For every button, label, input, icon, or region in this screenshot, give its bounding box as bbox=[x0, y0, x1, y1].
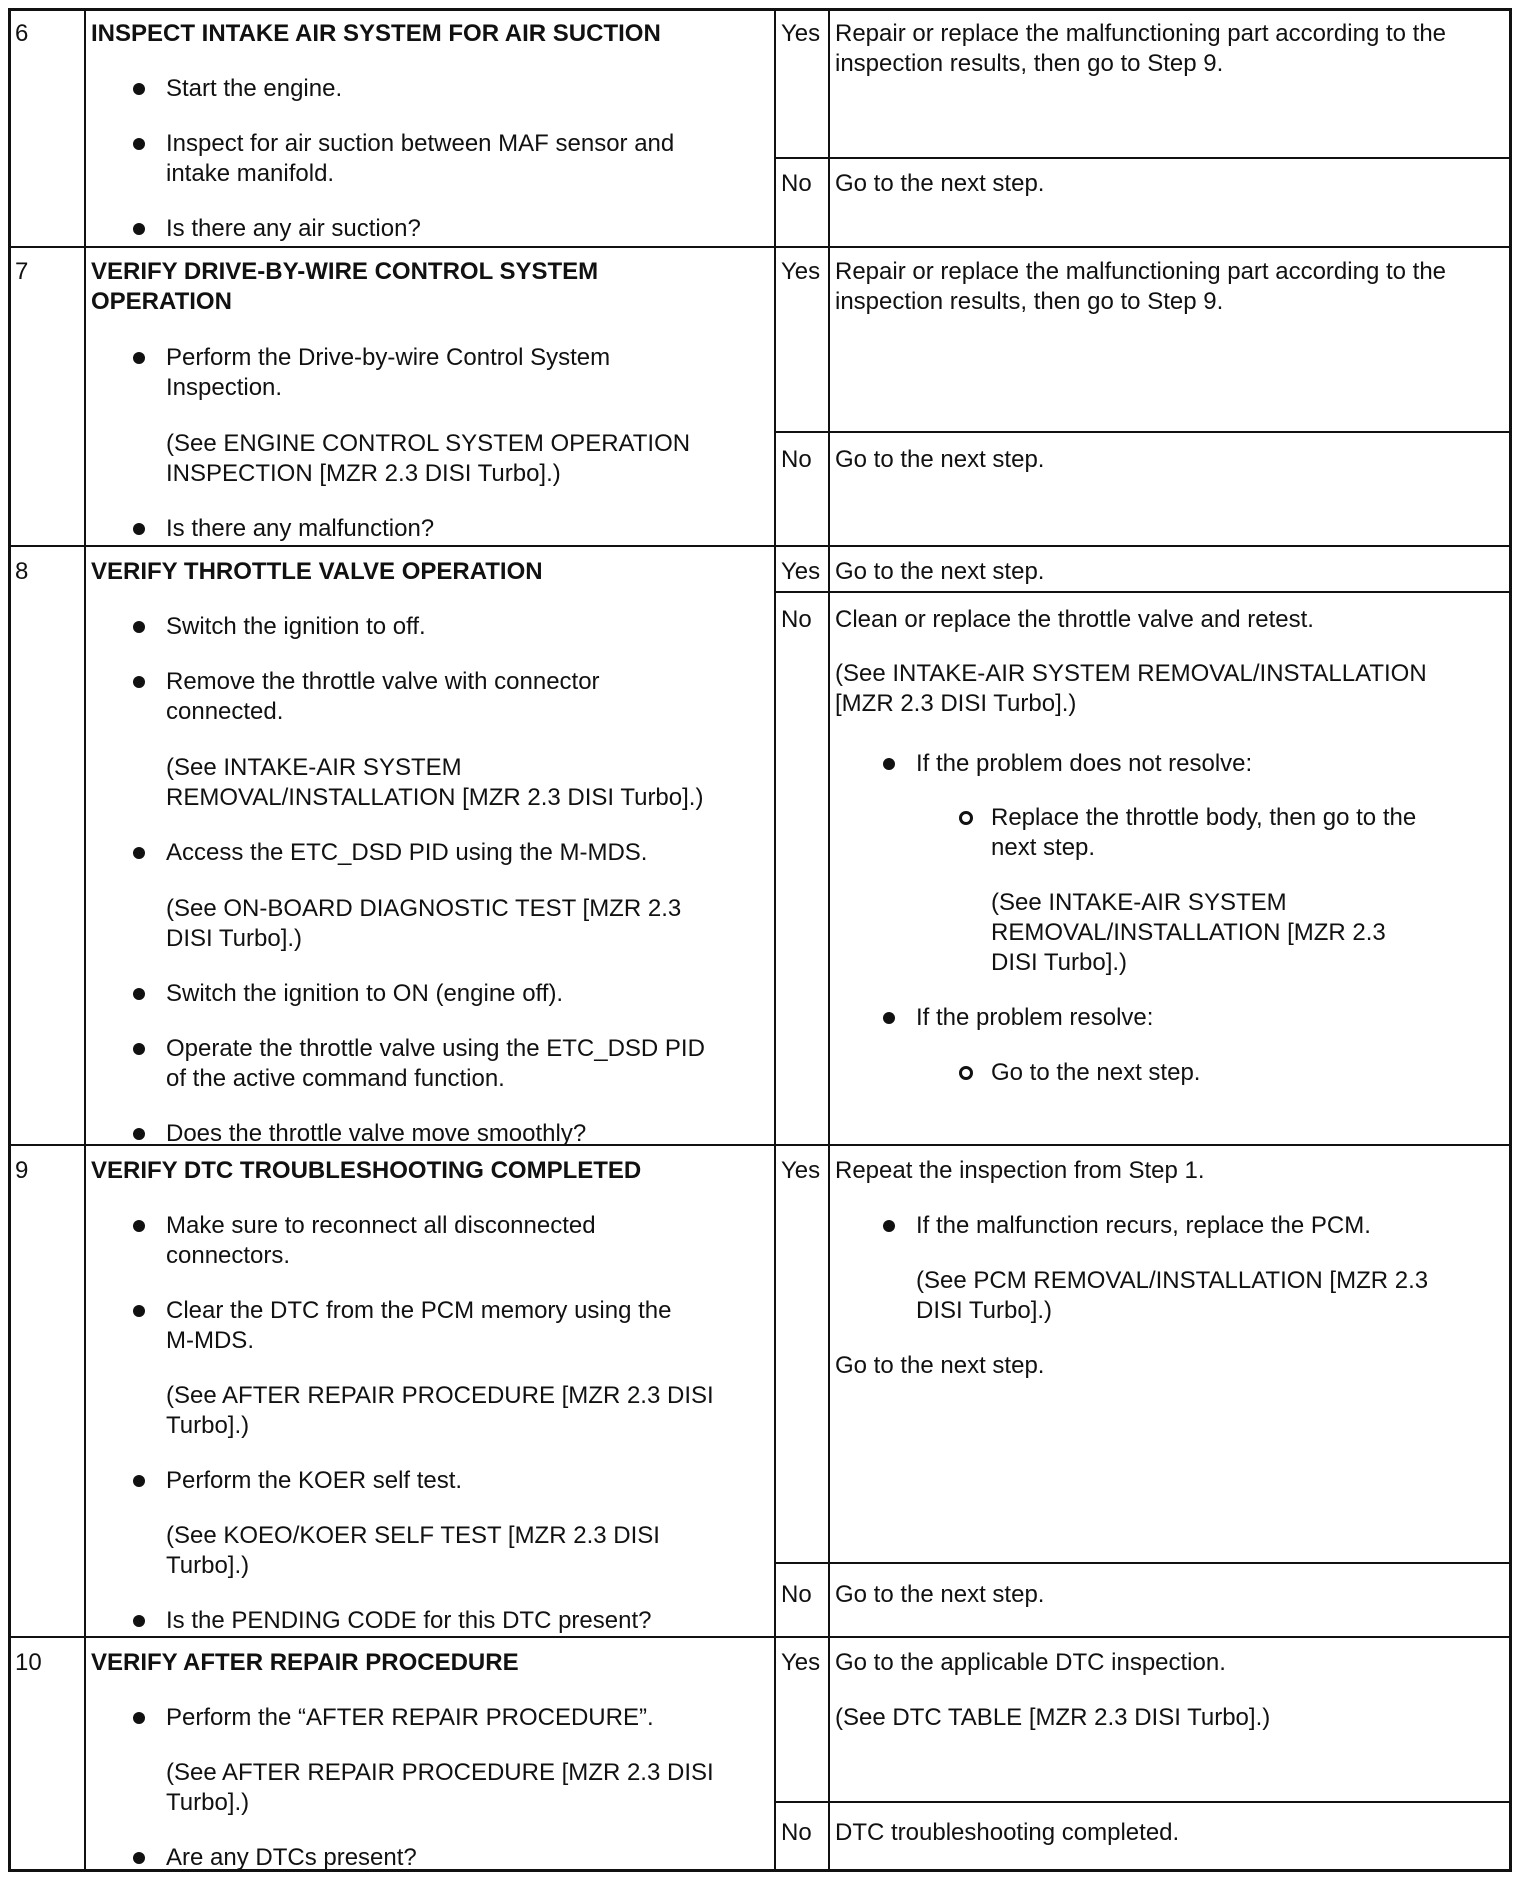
column-divider-step bbox=[84, 11, 86, 1869]
bullet-icon bbox=[883, 1220, 895, 1232]
step-item: Is there any malfunction? bbox=[166, 515, 435, 542]
step-number: 7 bbox=[15, 258, 29, 285]
reference-note: INSPECTION [MZR 2.3 DISI Turbo].) bbox=[166, 460, 561, 487]
reference-note: (See KOEO/KOER SELF TEST [MZR 2.3 DISI bbox=[166, 1522, 660, 1549]
bullet-icon bbox=[883, 1012, 895, 1024]
step-title: VERIFY AFTER REPAIR PROCEDURE bbox=[91, 1649, 519, 1676]
step-item: Operate the throttle valve using the ETC_DSD PID bbox=[166, 1035, 705, 1062]
step-item: M-MDS. bbox=[166, 1327, 254, 1354]
bullet-icon bbox=[133, 1712, 145, 1724]
column-divider-action bbox=[774, 11, 776, 1869]
reference-note: (See DTC TABLE [MZR 2.3 DISI Turbo].) bbox=[835, 1704, 1271, 1731]
reference-note: (See INTAKE-AIR SYSTEM bbox=[991, 889, 1287, 916]
no-result: Clean or replace the throttle valve and retest. bbox=[835, 606, 1314, 633]
reference-note: Turbo].) bbox=[166, 1412, 250, 1439]
step-item: Switch the ignition to off. bbox=[166, 613, 426, 640]
step-item: Access the ETC_DSD PID using the M-MDS. bbox=[166, 839, 648, 866]
reference-note: Turbo].) bbox=[166, 1789, 250, 1816]
yes-label: Yes bbox=[781, 258, 821, 285]
reference-note: DISI Turbo].) bbox=[991, 949, 1128, 976]
bullet-icon bbox=[133, 1128, 145, 1140]
reference-note: DISI Turbo].) bbox=[166, 925, 303, 952]
bullet-icon bbox=[133, 676, 145, 688]
bullet-icon bbox=[133, 1475, 145, 1487]
reference-note: REMOVAL/INSTALLATION [MZR 2.3 bbox=[991, 919, 1386, 946]
no-result: If the problem resolve: bbox=[916, 1004, 1154, 1031]
no-label: No bbox=[781, 170, 812, 197]
reference-note: REMOVAL/INSTALLATION [MZR 2.3 DISI Turbo].) bbox=[166, 784, 704, 811]
row-divider bbox=[11, 1636, 1509, 1638]
yes-result: Go to the applicable DTC inspection. bbox=[835, 1649, 1226, 1676]
row-divider bbox=[11, 246, 1509, 248]
reference-note: (See ENGINE CONTROL SYSTEM OPERATION bbox=[166, 430, 691, 457]
step-item: Is there any air suction? bbox=[166, 215, 421, 242]
procedure-table-wrapper bbox=[8, 8, 1512, 1872]
step-item: Start the engine. bbox=[166, 75, 343, 102]
yes-label: Yes bbox=[781, 558, 821, 585]
reference-note: (See INTAKE-AIR SYSTEM bbox=[166, 754, 462, 781]
no-result: (See INTAKE-AIR SYSTEM REMOVAL/INSTALLATION bbox=[835, 660, 1427, 687]
no-result: [MZR 2.3 DISI Turbo].) bbox=[835, 690, 1077, 717]
yes-no-divider bbox=[774, 1562, 1509, 1564]
bullet-icon bbox=[133, 1305, 145, 1317]
no-result: If the problem does not resolve: bbox=[916, 750, 1253, 777]
step-item: connected. bbox=[166, 698, 284, 725]
step-item: Clear the DTC from the PCM memory using the bbox=[166, 1297, 672, 1324]
step-item: Inspect for air suction between MAF sensor and bbox=[166, 130, 675, 157]
reference-note: (See AFTER REPAIR PROCEDURE [MZR 2.3 DISI bbox=[166, 1759, 714, 1786]
yes-no-divider bbox=[774, 431, 1509, 433]
no-result: Go to the next step. bbox=[835, 170, 1045, 197]
bullet-icon bbox=[133, 1852, 145, 1864]
step-item: intake manifold. bbox=[166, 160, 335, 187]
step-item: Remove the throttle valve with connector bbox=[166, 668, 600, 695]
bullet-icon bbox=[133, 223, 145, 235]
column-divider-result bbox=[828, 11, 830, 1869]
step-item: of the active command function. bbox=[166, 1065, 505, 1092]
bullet-icon bbox=[883, 758, 895, 770]
no-result: Go to the next step. bbox=[835, 446, 1045, 473]
yes-result: Go to the next step. bbox=[835, 558, 1045, 585]
no-label: No bbox=[781, 606, 812, 633]
step-item: Switch the ignition to ON (engine off). bbox=[166, 980, 564, 1007]
bullet-icon bbox=[133, 1615, 145, 1627]
bullet-icon bbox=[133, 138, 145, 150]
reference-note: (See PCM REMOVAL/INSTALLATION [MZR 2.3 bbox=[916, 1267, 1429, 1294]
step-item: Perform the “AFTER REPAIR PROCEDURE”. bbox=[166, 1704, 654, 1731]
yes-result: Go to the next step. bbox=[835, 1352, 1045, 1379]
bullet-icon bbox=[133, 988, 145, 1000]
sub-bullet-icon bbox=[959, 811, 973, 825]
step-item: Perform the KOER self test. bbox=[166, 1467, 463, 1494]
reference-note: (See ON-BOARD DIAGNOSTIC TEST [MZR 2.3 bbox=[166, 895, 682, 922]
step-item: Does the throttle valve move smoothly? bbox=[166, 1120, 587, 1147]
sub-bullet-icon bbox=[959, 1066, 973, 1080]
yes-label: Yes bbox=[781, 1157, 821, 1184]
step-item: Are any DTCs present? bbox=[166, 1844, 417, 1871]
yes-result: inspection results, then go to Step 9. bbox=[835, 50, 1224, 77]
yes-label: Yes bbox=[781, 20, 821, 47]
step-title: INSPECT INTAKE AIR SYSTEM FOR AIR SUCTION bbox=[91, 20, 661, 47]
step-title: OPERATION bbox=[91, 288, 232, 315]
step-number: 9 bbox=[15, 1157, 29, 1184]
bullet-icon bbox=[133, 1220, 145, 1232]
no-label: No bbox=[781, 1581, 812, 1608]
bullet-icon bbox=[133, 523, 145, 535]
no-result: next step. bbox=[991, 834, 1096, 861]
step-title: VERIFY DTC TROUBLESHOOTING COMPLETED bbox=[91, 1157, 642, 1184]
yes-result: Repeat the inspection from Step 1. bbox=[835, 1157, 1205, 1184]
reference-note: (See AFTER REPAIR PROCEDURE [MZR 2.3 DISI bbox=[166, 1382, 714, 1409]
bullet-icon bbox=[133, 352, 145, 364]
yes-result: If the malfunction recurs, replace the PCM. bbox=[916, 1212, 1371, 1239]
no-result: Go to the next step. bbox=[835, 1581, 1045, 1608]
reference-note: Turbo].) bbox=[166, 1552, 250, 1579]
no-result: DTC troubleshooting completed. bbox=[835, 1819, 1180, 1846]
bullet-icon bbox=[133, 621, 145, 633]
row-divider bbox=[11, 545, 1509, 547]
no-label: No bbox=[781, 1819, 812, 1846]
step-number: 10 bbox=[15, 1649, 42, 1676]
step-item: Is the PENDING CODE for this DTC present? bbox=[166, 1607, 652, 1634]
no-result: Replace the throttle body, then go to the bbox=[991, 804, 1417, 831]
step-item: connectors. bbox=[166, 1242, 291, 1269]
reference-note: DISI Turbo].) bbox=[916, 1297, 1053, 1324]
yes-no-divider bbox=[774, 157, 1509, 159]
step-title: VERIFY DRIVE-BY-WIRE CONTROL SYSTEM bbox=[91, 258, 599, 285]
no-result: Go to the next step. bbox=[991, 1059, 1201, 1086]
step-number: 6 bbox=[15, 20, 29, 47]
yes-result: Repair or replace the malfunctioning part according to the bbox=[835, 258, 1447, 285]
step-item: Perform the Drive-by-wire Control System bbox=[166, 344, 611, 371]
step-number: 8 bbox=[15, 558, 29, 585]
bullet-icon bbox=[133, 1043, 145, 1055]
step-item: Make sure to reconnect all disconnected bbox=[166, 1212, 596, 1239]
bullet-icon bbox=[133, 83, 145, 95]
yes-result: inspection results, then go to Step 9. bbox=[835, 288, 1224, 315]
procedure-table bbox=[8, 8, 1512, 1872]
step-item: Inspection. bbox=[166, 374, 283, 401]
yes-label: Yes bbox=[781, 1649, 821, 1676]
yes-no-divider bbox=[774, 591, 1509, 593]
step-title: VERIFY THROTTLE VALVE OPERATION bbox=[91, 558, 543, 585]
yes-no-divider bbox=[774, 1801, 1509, 1803]
no-label: No bbox=[781, 446, 812, 473]
bullet-icon bbox=[133, 847, 145, 859]
yes-result: Repair or replace the malfunctioning part according to the bbox=[835, 20, 1447, 47]
